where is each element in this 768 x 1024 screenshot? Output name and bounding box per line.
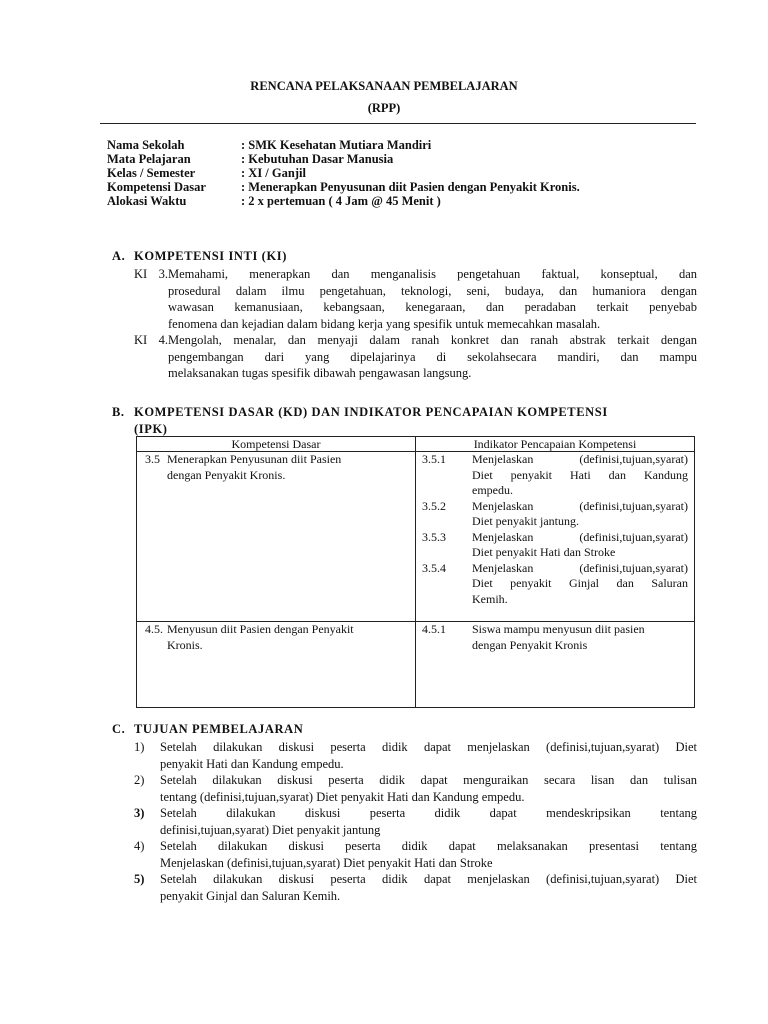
identity-value: : 2 x pertemuan ( 4 Jam @ 45 Menit ) (241, 194, 441, 208)
section-b-heading (112, 404, 702, 437)
header-divider (100, 123, 696, 124)
indicator-line: Diet penyakit Hati dan Stroke (472, 545, 616, 559)
list-item (134, 838, 697, 871)
indicator-number: 3.5.2 (422, 498, 446, 513)
indicator-line: Menjelaskan (definisi,tujuan,syarat) (472, 498, 688, 513)
section-title-cont: (IPK) (134, 421, 168, 436)
indicator-line: Kemih. (472, 591, 508, 606)
indicator-item (416, 530, 694, 561)
indicator-text (472, 499, 688, 530)
list-line: Setelah dilakukan diskusi peserta didik dapat mendeskripsikan tentang (160, 806, 697, 820)
indicator-line: Menjelaskan (definisi,tujuan,syarat) (472, 452, 688, 466)
section-a-heading (112, 248, 287, 265)
identity-value: : SMK Kesehatan Mutiara Mandiri (241, 138, 432, 152)
column-header: Kompetensi Dasar (137, 437, 416, 452)
list-number: 2) (134, 773, 145, 787)
ki-3-line: fenomena dan kejadian dalam bidang kerja yang spesifik untuk memecahkan masalah. (168, 316, 601, 331)
indicator-number: 3.5.3 (422, 529, 446, 544)
list-line: Setelah dilakukan diskusi peserta didik dapat menjelaskan (definisi,tujuan,syarat) Diet (160, 872, 697, 886)
ki-label: KI 4. (134, 333, 168, 347)
indicator-item (416, 561, 694, 608)
list-text (160, 805, 697, 838)
indicator-text (472, 561, 688, 608)
identity-block (107, 138, 580, 208)
list-text (160, 772, 697, 805)
kd-table (136, 436, 695, 708)
kd-line (145, 622, 409, 653)
indicator-text (472, 530, 688, 561)
kd-text-line: Menyusun diit Pasien dengan Penyakit (167, 622, 354, 636)
list-line: Setelah dilakukan diskusi peserta didik dapat menjelaskan (definisi,tujuan,syarat) Diet (160, 740, 697, 754)
table-row (137, 622, 695, 708)
identity-row (107, 152, 580, 166)
identity-key: Kelas / Semester (107, 166, 196, 180)
list-text (160, 871, 697, 904)
kd-number: 4.5. (145, 622, 163, 636)
identity-value: : Kebutuhan Dasar Manusia (241, 152, 394, 166)
section-letter: A. (112, 249, 126, 263)
ki-3-line: wawasan kemanusiaan, kebangsaan, kenegaraan, dan peradaban terkait penyebab (168, 300, 697, 314)
identity-value: : Menerapkan Penyusunan diit Pasien dengan Penyakit Kronis. (241, 180, 580, 194)
identity-key: Alokasi Waktu (107, 194, 187, 208)
list-item (134, 772, 697, 805)
list-number: 1) (134, 740, 145, 754)
indicator-text (472, 622, 688, 653)
indicator-text (472, 452, 688, 499)
kd-number: 3.5 (145, 452, 160, 466)
list-item (134, 739, 697, 772)
indicator-line: Diet penyakit jantung. (472, 514, 579, 528)
kd-cell (137, 622, 416, 708)
section-title: KOMPETENSI INTI (KI) (134, 249, 287, 263)
section-title: KOMPETENSI DASAR (KD) DAN INDIKATOR PENCAPAIAN KOMPETENSI (134, 405, 608, 419)
indicator-line: Menjelaskan (definisi,tujuan,syarat) (472, 529, 688, 544)
indicator-item (416, 499, 694, 530)
identity-key: Nama Sekolah (107, 138, 185, 152)
indicator-number: 3.5.4 (422, 560, 446, 575)
ki-label: KI 3. (134, 267, 168, 281)
indicator-item (416, 622, 694, 653)
list-line: tentang (definisi,tujuan,syarat) Diet penyakit Hati dan Kandung empedu. (160, 789, 525, 804)
identity-row (107, 166, 580, 180)
document-title: RENCANA PELAKSANAAN PEMBELAJARAN (250, 79, 518, 93)
list-line: Setelah dilakukan diskusi peserta didik dapat melaksanakan presentasi tentang (160, 839, 697, 853)
list-line: definisi,tujuan,syarat) Diet penyakit jantung (160, 822, 381, 837)
list-line: penyakit Ginjal dan Saluran Kemih. (160, 888, 341, 903)
list-text (160, 838, 697, 871)
indicator-cell (416, 452, 695, 622)
list-line: Setelah dilakukan diskusi peserta didik dapat menguraikan secara lisan dan tulisan (160, 773, 697, 787)
kd-line (145, 452, 409, 483)
table-header-row (137, 437, 695, 452)
kd-text (167, 452, 341, 483)
section-letter: C. (112, 722, 126, 736)
table-row (137, 452, 695, 622)
section-title: TUJUAN PEMBELAJARAN (134, 722, 304, 736)
ki-text: Mengolah, menalar, dan menyaji dalam ranah konkret dan ranah abstrak terkait dengan (168, 333, 697, 347)
identity-key: Mata Pelajaran (107, 152, 191, 166)
document-subtitle: (RPP) (367, 101, 401, 115)
indicator-number: 4.5.1 (422, 622, 446, 636)
identity-value: : XI / Ganjil (241, 166, 306, 180)
kd-text-line: dengan Penyakit Kronis. (167, 467, 286, 482)
tujuan-list (134, 739, 697, 904)
kd-text-line: Menerapkan Penyusunan diit Pasien (167, 452, 342, 466)
list-number: 3) (134, 806, 145, 820)
list-text (160, 739, 697, 772)
indicator-line: empedu. (472, 483, 513, 497)
identity-key: Kompetensi Dasar (107, 180, 206, 194)
ki-4-line (134, 332, 697, 349)
ki-4-line: pengembangan dari yang dipelajarinya di sekolahsecara mandiri, dan mampu (168, 349, 697, 364)
list-item (134, 871, 697, 904)
indicator-line: Menjelaskan (definisi,tujuan,syarat) (472, 560, 688, 575)
list-item (134, 805, 697, 838)
ki-list (134, 266, 697, 382)
list-line: penyakit Hati dan Kandung empedu. (160, 756, 344, 771)
section-c-heading (112, 721, 303, 738)
indicator-line: dengan Penyakit Kronis (472, 637, 588, 652)
list-line: Menjelaskan (definisi,tujuan,syarat) Diet penyakit Hati dan Stroke (160, 855, 493, 870)
identity-row (107, 180, 580, 194)
ki-3-line: prosedural dalam ilmu pengetahuan, teknologi, seni, budaya, dan humaniora dengan (168, 283, 697, 298)
indicator-cell (416, 622, 695, 708)
column-header: Indikator Pencapaian Kompetensi (416, 437, 695, 452)
indicator-item (416, 452, 694, 499)
section-letter: B. (112, 405, 125, 419)
list-number: 5) (134, 872, 145, 886)
identity-row (107, 138, 580, 152)
indicator-line: Diet penyakit Ginjal dan Saluran (472, 576, 688, 590)
indicator-number: 3.5.1 (422, 452, 446, 466)
ki-3-line (134, 266, 697, 283)
ki-text: Memahami, menerapkan dan menganalisis pengetahuan faktual, konseptual, dan (168, 267, 697, 281)
list-number: 4) (134, 839, 145, 853)
kd-text-line: Kronis. (167, 637, 203, 652)
kd-cell (137, 452, 416, 622)
ki-4-line: melaksanakan tugas spesifik dibawah pengawasan langsung. (168, 366, 472, 380)
indicator-line: Diet penyakit Hati dan Kandung (472, 467, 688, 482)
identity-row (107, 194, 580, 208)
kd-text (167, 622, 354, 653)
indicator-line: Siswa mampu menyusun diit pasien (472, 622, 645, 636)
